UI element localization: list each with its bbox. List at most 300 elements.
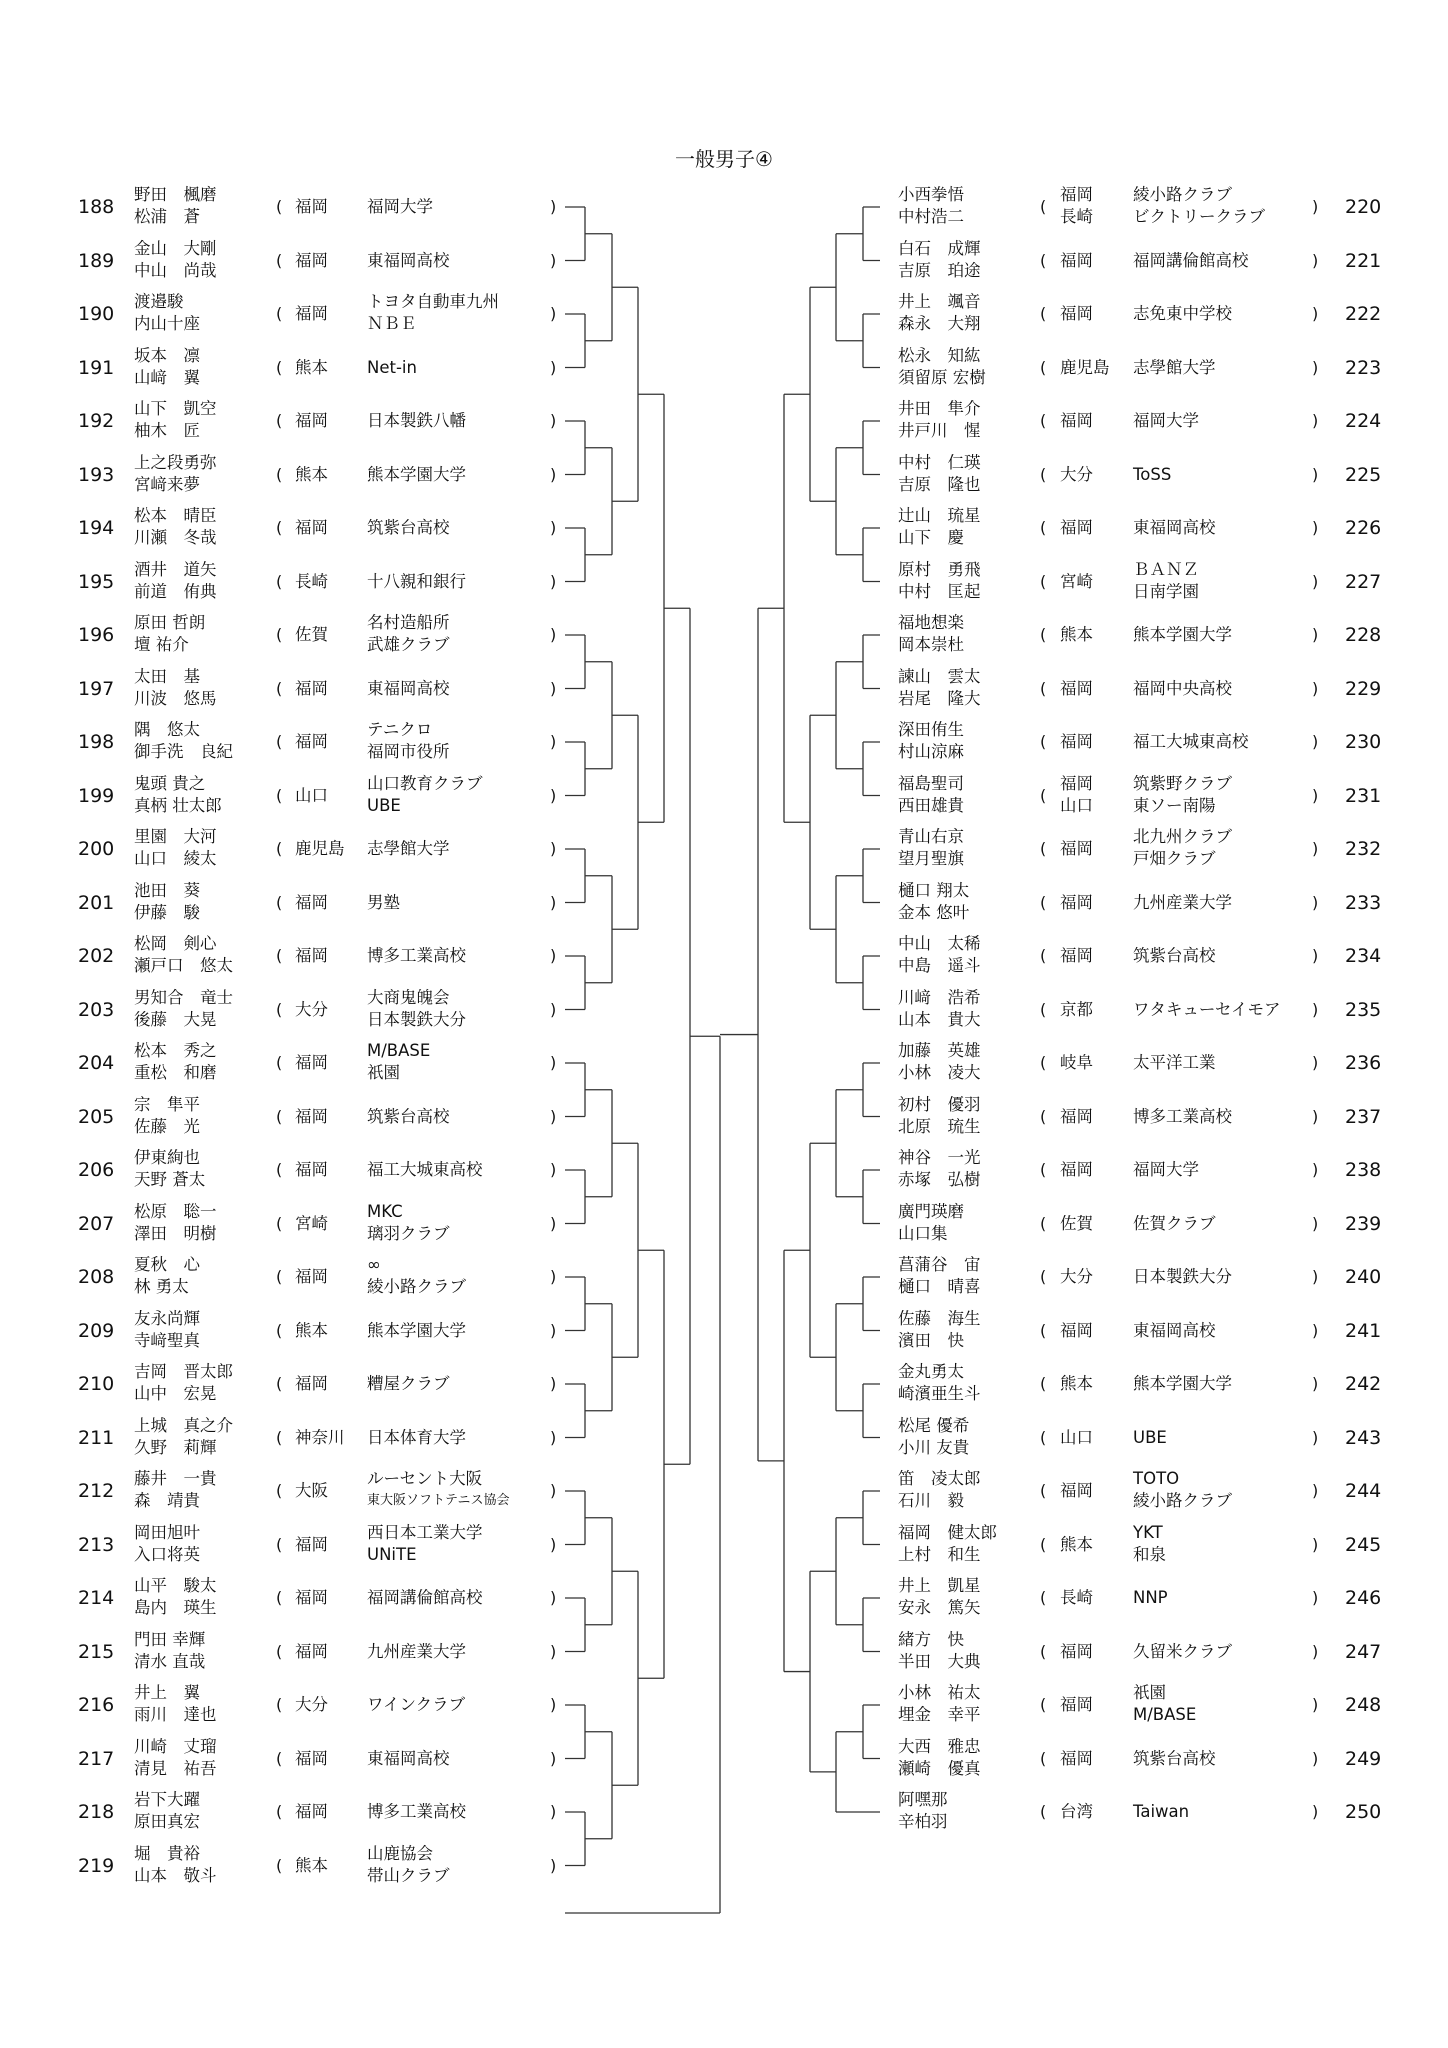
player-name: 小川 友貴 xyxy=(898,1437,970,1457)
open-paren: ( xyxy=(276,678,283,698)
player-name: 菖蒲谷 宙 xyxy=(898,1255,981,1274)
player-name: 福岡 健太郎 xyxy=(898,1522,997,1542)
player-name: 後藤 大晃 xyxy=(134,1009,217,1029)
entry-number: 246 xyxy=(1345,1587,1382,1609)
player-name: 男知合 竜士 xyxy=(134,987,233,1007)
player-name: 小西拳悟 xyxy=(898,185,964,204)
player-name: 野田 楓磨 xyxy=(134,185,217,204)
player-name: 岡田旭叶 xyxy=(134,1522,200,1542)
entry-number: 215 xyxy=(78,1640,115,1663)
player-name: 岡本崇杜 xyxy=(898,635,964,654)
entry-number: 243 xyxy=(1345,1426,1382,1449)
club-name: 志免東中学校 xyxy=(1133,304,1232,323)
club-name: テニクロ xyxy=(367,720,433,739)
open-paren: ( xyxy=(1040,1481,1047,1500)
prefecture: 佐賀 xyxy=(295,625,328,644)
club-name: ビクトリークラブ xyxy=(1133,207,1265,226)
player-name: 辛柏羽 xyxy=(898,1812,948,1831)
close-paren: ) xyxy=(550,357,557,377)
club-name: NNP xyxy=(1133,1588,1168,1607)
player-name: 上村 和生 xyxy=(898,1544,981,1564)
open-paren: ( xyxy=(276,1374,283,1393)
entry-number: 229 xyxy=(1345,677,1382,700)
close-paren: ) xyxy=(550,197,557,216)
club-name: 福岡大学 xyxy=(1133,1160,1199,1179)
entry-number: 223 xyxy=(1345,356,1382,379)
close-paren: ) xyxy=(550,464,557,484)
player-name: 福島聖司 xyxy=(898,773,964,793)
prefecture: 長崎 xyxy=(1060,207,1093,226)
entry-number: 219 xyxy=(78,1854,115,1877)
close-paren: ) xyxy=(550,518,557,537)
open-paren: ( xyxy=(276,1320,283,1340)
club-name: 東福岡高校 xyxy=(1133,1320,1216,1340)
player-name: 中山 尚哉 xyxy=(134,260,217,280)
player-name: 原村 勇飛 xyxy=(898,559,981,579)
entry-row xyxy=(0,341,1448,395)
club-name: 祇園 xyxy=(1133,1683,1166,1702)
entry-number: 212 xyxy=(78,1480,115,1502)
prefecture: 福岡 xyxy=(1060,1106,1093,1126)
player-name: 久野 莉輝 xyxy=(134,1437,217,1457)
open-paren: ( xyxy=(1040,357,1047,377)
club-name: 福岡中央高校 xyxy=(1133,678,1232,698)
prefecture: 福岡 xyxy=(295,250,328,270)
close-paren: ) xyxy=(1312,518,1319,537)
prefecture: 福岡 xyxy=(1060,732,1093,751)
player-name: 安永 篤矢 xyxy=(898,1598,981,1617)
player-name: 半田 大典 xyxy=(898,1651,981,1671)
close-paren: ) xyxy=(1312,304,1319,323)
prefecture: 福岡 xyxy=(295,1588,328,1607)
prefecture: 福岡 xyxy=(1060,678,1093,698)
club-name: 福岡市役所 xyxy=(367,742,450,761)
prefecture: 福岡 xyxy=(1060,411,1093,430)
club-name: Net-in xyxy=(367,357,417,377)
player-name: 松岡 剣心 xyxy=(134,934,217,953)
club-name: 九州産業大学 xyxy=(367,1641,466,1661)
prefecture: 熊本 xyxy=(295,357,328,377)
club-name: 糟屋クラブ xyxy=(367,1374,450,1393)
player-name: 堀 貴裕 xyxy=(134,1843,200,1863)
close-paren: ) xyxy=(1312,839,1319,858)
club-name: 日本製鉄八幡 xyxy=(367,411,466,430)
club-name: 志學館大学 xyxy=(367,839,450,858)
club-name: 山口教育クラブ xyxy=(367,773,483,793)
close-paren: ) xyxy=(550,1213,557,1233)
club-name: 綾小路クラブ xyxy=(1133,1491,1232,1510)
entry-row xyxy=(0,876,1448,930)
club-name: M/BASE xyxy=(1133,1705,1197,1724)
close-paren: ) xyxy=(550,732,557,751)
club-name: 久留米クラブ xyxy=(1133,1641,1232,1661)
entry-number: 239 xyxy=(1345,1212,1382,1235)
player-name: 前道 侑典 xyxy=(134,581,217,601)
player-name: 松永 知紘 xyxy=(898,345,981,365)
player-name: 中村 匡起 xyxy=(898,581,981,601)
player-name: 井田 隼介 xyxy=(898,399,981,418)
prefecture: 福岡 xyxy=(1060,1748,1093,1768)
entry-number: 235 xyxy=(1345,998,1382,1021)
entry-row xyxy=(0,1197,1448,1251)
club-name: 太平洋工業 xyxy=(1133,1053,1216,1072)
player-name: 宗 隼平 xyxy=(134,1094,200,1114)
close-paren: ) xyxy=(1312,1802,1319,1821)
player-name: 上城 真之介 xyxy=(134,1415,233,1435)
club-name: 福工大城東高校 xyxy=(1133,732,1249,751)
player-name: 山本 貴大 xyxy=(898,1009,981,1029)
player-name: 初村 優羽 xyxy=(898,1094,981,1114)
entry-number: 209 xyxy=(78,1319,115,1342)
player-name: 林 勇太 xyxy=(134,1277,189,1296)
open-paren: ( xyxy=(276,357,283,377)
open-paren: ( xyxy=(1040,732,1047,751)
close-paren: ) xyxy=(550,1641,557,1661)
prefecture: 福岡 xyxy=(295,1053,328,1072)
open-paren: ( xyxy=(1040,999,1047,1019)
open-paren: ( xyxy=(1040,625,1047,644)
entry-row xyxy=(0,769,1448,823)
player-name: 井上 颯音 xyxy=(898,292,981,311)
player-name: 重松 和磨 xyxy=(134,1063,217,1082)
player-name: 壇 祐介 xyxy=(134,635,189,654)
prefecture: 神奈川 xyxy=(295,1427,345,1447)
close-paren: ) xyxy=(550,839,557,858)
close-paren: ) xyxy=(1312,1267,1319,1286)
open-paren: ( xyxy=(276,625,283,644)
open-paren: ( xyxy=(1040,1374,1047,1393)
club-name: 東福岡高校 xyxy=(367,1748,450,1768)
entry-number: 245 xyxy=(1345,1533,1382,1556)
close-paren: ) xyxy=(1312,1320,1319,1340)
close-paren: ) xyxy=(550,1534,557,1554)
open-paren: ( xyxy=(276,1106,283,1126)
entry-number: 236 xyxy=(1345,1052,1382,1074)
player-name: 松原 聡一 xyxy=(134,1201,217,1221)
club-name: 福岡講倫館高校 xyxy=(1133,250,1249,270)
entry-number: 248 xyxy=(1345,1694,1382,1716)
club-name: 筑紫台高校 xyxy=(367,1106,450,1126)
player-name: 吉岡 晋太郎 xyxy=(134,1362,233,1381)
entry-number: 228 xyxy=(1345,624,1382,646)
club-name: 東大阪ソフトテニス協会 xyxy=(367,1493,510,1508)
entry-number: 193 xyxy=(78,463,115,486)
club-name: 博多工業高校 xyxy=(367,1802,466,1821)
prefecture: 福岡 xyxy=(1060,946,1093,965)
club-name: 博多工業高校 xyxy=(1133,1106,1232,1126)
player-name: 埋金 幸平 xyxy=(898,1705,981,1724)
player-name: 酒井 道矢 xyxy=(134,559,217,579)
player-name: 樋口 晴喜 xyxy=(898,1277,981,1296)
club-name: 福岡大学 xyxy=(1133,411,1199,430)
open-paren: ( xyxy=(276,464,283,484)
open-paren: ( xyxy=(276,1748,283,1768)
entry-number: 214 xyxy=(78,1587,115,1609)
player-name: 伊藤 駿 xyxy=(134,902,200,922)
player-name: 渡邉駿 xyxy=(134,292,184,311)
entry-number: 249 xyxy=(1345,1747,1382,1770)
club-name: 志學館大学 xyxy=(1133,357,1216,377)
close-paren: ) xyxy=(550,678,557,698)
player-name: 吉原 珀途 xyxy=(898,260,981,280)
prefecture: 福岡 xyxy=(295,1534,328,1554)
player-name: 内山十座 xyxy=(134,314,200,333)
prefecture: 福岡 xyxy=(295,1160,328,1179)
entry-number: 218 xyxy=(78,1801,115,1823)
prefecture: 熊本 xyxy=(295,1855,328,1875)
player-name: 御手洗 良紀 xyxy=(134,742,233,761)
entry-number: 247 xyxy=(1345,1640,1382,1663)
player-name: 須留原 宏樹 xyxy=(898,367,986,387)
club-name: 北九州クラブ xyxy=(1133,827,1232,846)
close-paren: ) xyxy=(1312,946,1319,965)
entry-number: 220 xyxy=(1345,196,1382,218)
player-name: 伊東絢也 xyxy=(134,1148,200,1167)
prefecture: 福岡 xyxy=(295,411,328,430)
open-paren: ( xyxy=(276,1802,283,1821)
open-paren: ( xyxy=(276,1534,283,1554)
player-name: 隅 悠太 xyxy=(134,720,200,739)
player-name: 石川 毅 xyxy=(898,1491,964,1510)
player-name: 加藤 英雄 xyxy=(898,1041,981,1060)
club-name: 東ソー南陽 xyxy=(1133,795,1216,815)
entry-row xyxy=(0,1304,1448,1358)
player-name: 吉原 隆也 xyxy=(898,474,981,494)
entry-number: 197 xyxy=(78,677,115,700)
open-paren: ( xyxy=(276,1213,283,1233)
close-paren: ) xyxy=(1312,1481,1319,1500)
player-name: 山下 凱空 xyxy=(134,399,217,418)
entry-number: 222 xyxy=(1345,303,1382,325)
entry-row xyxy=(0,929,1448,983)
entry-number: 227 xyxy=(1345,570,1382,593)
entry-number: 194 xyxy=(78,517,115,539)
player-name: 太田 基 xyxy=(134,666,200,686)
close-paren: ) xyxy=(1312,1106,1319,1126)
entry-number: 211 xyxy=(78,1426,115,1449)
club-name: 綾小路クラブ xyxy=(367,1277,466,1296)
player-name: 深田侑生 xyxy=(898,720,964,739)
club-name: 戸畑クラブ xyxy=(1133,849,1216,868)
prefecture: 熊本 xyxy=(295,464,328,484)
prefecture: 熊本 xyxy=(1060,625,1093,644)
player-name: 井戸川 惺 xyxy=(898,421,981,440)
club-name: 筑紫台高校 xyxy=(367,518,450,537)
entry-number: 242 xyxy=(1345,1373,1382,1395)
prefecture: 山口 xyxy=(1060,1427,1093,1447)
prefecture: 福岡 xyxy=(295,678,328,698)
entry-row xyxy=(0,662,1448,716)
player-name: 小林 祐太 xyxy=(898,1683,981,1702)
entry-number: 221 xyxy=(1345,249,1382,272)
prefecture: 福岡 xyxy=(295,1374,328,1393)
player-name: 中山 太稀 xyxy=(898,934,981,953)
club-name: 日本製鉄大分 xyxy=(367,1009,466,1029)
entry-row xyxy=(0,501,1448,555)
prefecture: 大分 xyxy=(1060,464,1093,484)
club-name: 福岡講倫館高校 xyxy=(367,1588,483,1607)
prefecture: 大分 xyxy=(295,999,328,1019)
club-name: ＮＢＥ xyxy=(367,314,417,333)
close-paren: ) xyxy=(1312,464,1319,484)
entry-number: 237 xyxy=(1345,1105,1382,1128)
open-paren: ( xyxy=(1040,678,1047,698)
entry-number: 201 xyxy=(78,891,115,914)
entry-number: 226 xyxy=(1345,517,1382,539)
club-name: 帯山クラブ xyxy=(367,1865,450,1885)
open-paren: ( xyxy=(276,1053,283,1072)
prefecture: 福岡 xyxy=(295,304,328,323)
prefecture: 山口 xyxy=(1060,795,1093,815)
entry-number: 224 xyxy=(1345,410,1382,432)
player-name: 瀬崎 優真 xyxy=(898,1758,981,1778)
entry-number: 240 xyxy=(1345,1266,1382,1288)
open-paren: ( xyxy=(276,518,283,537)
player-name: 白石 成輝 xyxy=(898,238,981,258)
player-name: 阿嘿那 xyxy=(898,1790,948,1809)
open-paren: ( xyxy=(276,1641,283,1661)
player-name: 澤田 明樹 xyxy=(134,1223,217,1243)
club-name: 日本体育大学 xyxy=(367,1427,466,1447)
club-name: 佐賀クラブ xyxy=(1133,1213,1216,1233)
club-name: 熊本学園大学 xyxy=(1133,625,1232,644)
entry-number: 232 xyxy=(1345,838,1382,860)
player-name: 山口 綾太 xyxy=(134,849,217,868)
open-paren: ( xyxy=(276,999,283,1019)
player-name: 神谷 一光 xyxy=(898,1148,981,1167)
prefecture: 鹿児島 xyxy=(295,839,345,858)
open-paren: ( xyxy=(1040,1160,1047,1179)
player-name: 青山右京 xyxy=(898,827,964,846)
club-name: UNiTE xyxy=(367,1544,417,1564)
close-paren: ) xyxy=(550,1160,557,1179)
prefecture: 長崎 xyxy=(1060,1588,1093,1607)
club-name: 璃羽クラブ xyxy=(367,1223,450,1243)
prefecture: 京都 xyxy=(1060,999,1093,1019)
player-name: 北原 琉生 xyxy=(898,1116,981,1136)
entry-number: 241 xyxy=(1345,1319,1382,1342)
club-name: トヨタ自動車九州 xyxy=(367,292,499,311)
close-paren: ) xyxy=(550,1588,557,1607)
open-paren: ( xyxy=(1040,1427,1047,1447)
entry-row xyxy=(0,1625,1448,1679)
player-name: 島内 瑛生 xyxy=(134,1598,217,1617)
entry-number: 250 xyxy=(1345,1801,1382,1823)
open-paren: ( xyxy=(1040,197,1047,216)
entry-row xyxy=(0,1518,1448,1572)
entry-row xyxy=(0,608,1448,662)
entry-number: 216 xyxy=(78,1694,115,1716)
prefecture: 福岡 xyxy=(1060,892,1093,912)
player-name: 坂本 凛 xyxy=(134,345,200,365)
prefecture: 熊本 xyxy=(295,1320,328,1340)
close-paren: ) xyxy=(550,1748,557,1768)
player-name: 友永尚輝 xyxy=(134,1308,200,1328)
club-name: 西日本工業大学 xyxy=(367,1522,483,1542)
open-paren: ( xyxy=(1040,1641,1047,1661)
prefecture: 福岡 xyxy=(295,197,328,216)
open-paren: ( xyxy=(276,1160,283,1179)
entry-row xyxy=(0,1411,1448,1465)
player-name: 山下 慶 xyxy=(898,528,964,547)
player-name: 森永 大翔 xyxy=(898,314,981,333)
open-paren: ( xyxy=(1040,785,1047,805)
player-name: 福地想楽 xyxy=(898,613,964,632)
player-name: 清水 直哉 xyxy=(134,1651,206,1671)
entry-row xyxy=(0,1143,1448,1197)
entry-row xyxy=(0,555,1448,609)
prefecture: 大分 xyxy=(1060,1267,1093,1286)
entry-row xyxy=(0,715,1448,769)
player-name: 井上 翼 xyxy=(134,1683,200,1702)
club-name: 祇園 xyxy=(367,1063,400,1082)
open-paren: ( xyxy=(1040,1053,1047,1072)
player-name: 山口集 xyxy=(898,1223,948,1243)
close-paren: ) xyxy=(1312,250,1319,270)
prefecture: 岐阜 xyxy=(1060,1053,1093,1072)
player-name: 佐藤 海生 xyxy=(898,1308,981,1328)
close-paren: ) xyxy=(550,1320,557,1340)
player-name: 上之段勇弥 xyxy=(134,452,217,472)
close-paren: ) xyxy=(1312,1053,1319,1072)
close-paren: ) xyxy=(550,892,557,912)
club-name: ルーセント大阪 xyxy=(367,1469,483,1488)
club-name: 九州産業大学 xyxy=(1133,892,1232,912)
club-name: ∞ xyxy=(367,1255,381,1274)
prefecture: 宮崎 xyxy=(295,1213,328,1233)
player-name: 山本 敬斗 xyxy=(134,1865,217,1885)
close-paren: ) xyxy=(550,625,557,644)
entry-row xyxy=(0,1678,1448,1732)
close-paren: ) xyxy=(1312,357,1319,377)
prefecture: 福岡 xyxy=(1060,1160,1093,1179)
entry-row xyxy=(0,1036,1448,1090)
close-paren: ) xyxy=(1312,1534,1319,1554)
open-paren: ( xyxy=(1040,518,1047,537)
close-paren: ) xyxy=(1312,1588,1319,1607)
open-paren: ( xyxy=(1040,1106,1047,1126)
entry-number: 231 xyxy=(1345,784,1382,807)
prefecture: 台湾 xyxy=(1060,1802,1093,1821)
player-name: 中村 仁瑛 xyxy=(898,452,981,472)
player-name: 里園 大河 xyxy=(134,827,217,846)
entry-number: 204 xyxy=(78,1052,115,1074)
club-name: 日南学園 xyxy=(1133,581,1199,601)
open-paren: ( xyxy=(1040,1534,1047,1554)
close-paren: ) xyxy=(550,1106,557,1126)
prefecture: 福岡 xyxy=(295,892,328,912)
player-name: 金山 大剛 xyxy=(134,238,217,258)
entry-row xyxy=(0,1357,1448,1411)
entry-number: 200 xyxy=(78,838,115,860)
prefecture: 福岡 xyxy=(1060,304,1093,323)
entry-number: 192 xyxy=(78,410,115,432)
entry-number: 188 xyxy=(78,196,115,218)
close-paren: ) xyxy=(550,785,557,805)
open-paren: ( xyxy=(276,304,283,323)
player-name: 望月聖旗 xyxy=(898,849,964,868)
page-title: 一般男子④ xyxy=(675,147,773,171)
player-name: 笛 凌太郎 xyxy=(898,1469,981,1488)
club-name: 福工大城東高校 xyxy=(367,1160,483,1179)
player-name: 門田 幸輝 xyxy=(134,1629,206,1649)
club-name: 大商鬼魄会 xyxy=(367,987,450,1007)
open-paren: ( xyxy=(1040,1588,1047,1607)
close-paren: ) xyxy=(550,1374,557,1393)
open-paren: ( xyxy=(1040,1213,1047,1233)
close-paren: ) xyxy=(1312,1213,1319,1233)
club-name: ToSS xyxy=(1133,464,1172,484)
